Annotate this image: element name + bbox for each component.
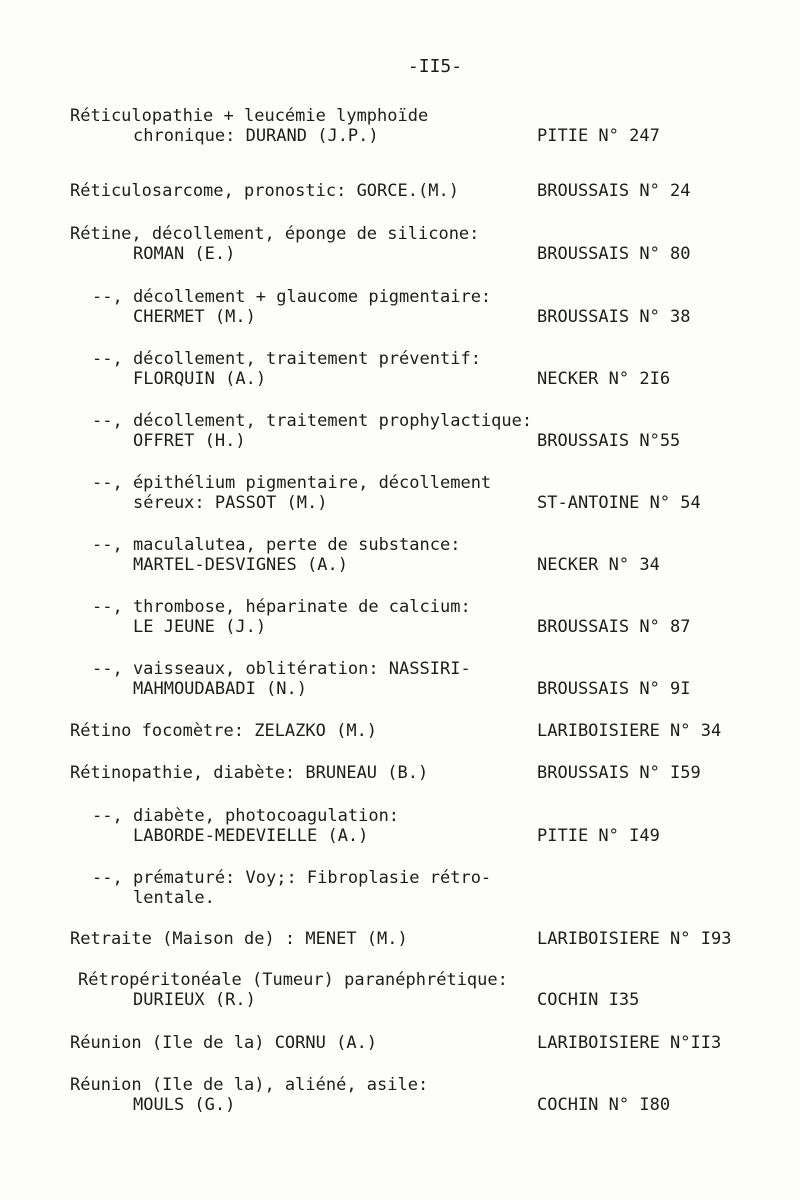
entry-continuation: CHERMET (M.) (133, 307, 256, 327)
entry-continuation: OFFRET (H.) (133, 431, 246, 451)
entry-heading: --, maculalutea, perte de substance: (92, 535, 461, 555)
entry-continuation: lentale. (133, 888, 215, 908)
entry-heading: --, vaisseaux, oblitération: NASSIRI- (92, 659, 471, 679)
entry-heading: Réunion (Ile de la) CORNU (A.) (70, 1033, 378, 1053)
entry-heading: Réticulopathie + leucémie lymphoïde (70, 106, 429, 126)
entry-reference: BROUSSAIS N° I59 (537, 763, 701, 783)
entry-reference: COCHIN I35 (537, 990, 640, 1010)
entry-reference: BROUSSAIS N° 80 (537, 244, 691, 264)
entry-heading: Rétinopathie, diabète: BRUNEAU (B.) (70, 763, 429, 783)
entry-continuation: MOULS (G.) (133, 1095, 236, 1115)
entry-heading: Retraite (Maison de) : MENET (M.) (70, 929, 408, 949)
entry-heading: Réunion (Ile de la), aliéné, asile: (70, 1075, 429, 1095)
entry-reference: LARIBOISIERE N° 34 (537, 721, 722, 741)
entry-heading: --, décollement, traitement prophylactique: (92, 411, 533, 431)
entry-continuation: MAHMOUDABADI (N.) (133, 679, 307, 699)
entry-reference: LARIBOISIERE N° I93 (537, 929, 732, 949)
entry-heading: Rétino focomètre: ZELAZKO (M.) (70, 721, 378, 741)
entry-heading: Réticulosarcome, pronostic: GORCE.(M.) (70, 181, 459, 201)
entry-heading: --, diabète, photocoagulation: (92, 806, 400, 826)
entry-continuation: LE JEUNE (J.) (133, 617, 267, 637)
entry-heading: --, thrombose, héparinate de calcium: (92, 597, 471, 617)
entry-continuation: MARTEL-DESVIGNES (A.) (133, 555, 348, 575)
entry-heading: --, épithélium pigmentaire, décollement (92, 473, 492, 493)
entry-reference: PITIE N° 247 (537, 126, 660, 146)
entry-reference: BROUSSAIS N°55 (537, 431, 681, 451)
entry-reference: PITIE N° I49 (537, 826, 660, 846)
entry-continuation: chronique: DURAND (J.P.) (133, 126, 379, 146)
entry-reference: BROUSSAIS N° 38 (537, 307, 691, 327)
entry-heading: Rétine, décollement, éponge de silicone: (70, 224, 480, 244)
entry-reference: LARIBOISIERE N°II3 (537, 1033, 722, 1053)
entry-heading: Rétropéritonéale (Tumeur) paranéphrétique: (78, 970, 508, 990)
entry-continuation: séreux: PASSOT (M.) (133, 493, 328, 513)
page-number: -II5- (407, 56, 463, 77)
entry-heading: --, prématuré: Voy;: Fibroplasie rétro- (92, 868, 492, 888)
entry-continuation: ROMAN (E.) (133, 244, 236, 264)
entry-continuation: DURIEUX (R.) (133, 990, 256, 1010)
entry-continuation: LABORDE-MEDEVIELLE (A.) (133, 826, 369, 846)
entry-reference: ST-ANTOINE N° 54 (537, 493, 701, 513)
entry-reference: COCHIN N° I80 (537, 1095, 671, 1115)
entry-reference: BROUSSAIS N° 9I (537, 679, 691, 699)
entry-reference: BROUSSAIS N° 87 (537, 617, 691, 637)
entry-heading: --, décollement + glaucome pigmentaire: (92, 287, 492, 307)
entry-reference: BROUSSAIS N° 24 (537, 181, 691, 201)
entry-continuation: FLORQUIN (A.) (133, 369, 267, 389)
entry-reference: NECKER N° 34 (537, 555, 660, 575)
entry-heading: --, décollement, traitement préventif: (92, 349, 481, 369)
entry-reference: NECKER N° 2I6 (537, 369, 671, 389)
